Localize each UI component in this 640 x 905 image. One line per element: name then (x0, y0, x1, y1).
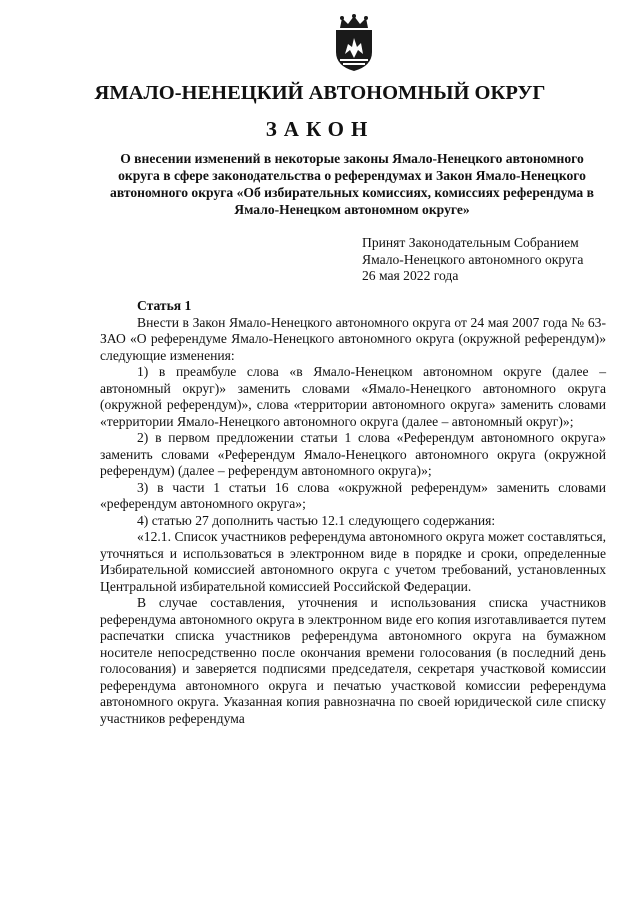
paragraph: Внести в Закон Ямало-Ненецкого автономного округа от 24 мая 2007 года № 63-ЗАО «О референдуме Ямало-Ненецкого автономного округа (окружной референдум)» следующие изменения: (100, 314, 606, 363)
adoption-line: Ямало-Ненецкого автономного округа (362, 251, 584, 267)
paragraph: В случае составления, уточнения и использования списка участников референдума автономного округа в электронном виде его копия изготавливается путем распечатки списка участников референдума автономного округа на бумажном носителе непосредственно после окончания времени голосования (в последний день голосования) и заверяется подписями председателя, секретаря участковой комиссии референдума автономного округа и печатью участковой комиссии референдума автономного округа. Указанная копия равнозначна по своей юридической силе списку участников референдума (100, 595, 606, 726)
adoption-line: Принят Законодательным Собранием (362, 235, 579, 250)
law-title: О внесении изменений в некоторые законы Ямало-Ненецкого автономного округа в сфере законодательства о референдумах и Закон Ямало-Ненецкого автономного округа «Об избирательных комиссиях, комиссиях референдума в Ямало-Ненецком автономном округе» (110, 151, 594, 217)
coat-of-arms-emblem (330, 14, 378, 72)
region-title: ЯМАЛО-НЕНЕЦКИЙ АВТОНОМНЫЙ ОКРУГ (94, 82, 546, 104)
paragraph: 1) в преамбуле слова «в Ямало-Ненецком автономном округе (далее – автономный округ)» заменить словами «Ямало-Ненецкого автономного округа (окружной референдум)», слова «территории автономного округа» заменить словами «территории Ямало-Ненецкого автономного округа (далее – автономный округ)»; (100, 364, 606, 429)
adoption-date: 26 мая 2022 года (362, 268, 459, 283)
paragraph: 3) в части 1 статьи 16 слова «окружной референдум» заменить словами «референдум автономного округа»; (100, 479, 606, 511)
paragraph: «12.1. Список участников референдума автономного округа может составляться, уточняться и использоваться в электронном виде в порядке и сроки, определенные Избирательной комиссией автономного округа с учетом требований, установленных Центральной избирательной комиссией Российской Федерации. (100, 529, 606, 594)
paragraph: 4) статью 27 дополнить частью 12.1 следующего содержания: (137, 512, 496, 528)
adoption-block (362, 235, 632, 285)
document-type: ЗАКОН (265, 117, 375, 141)
article-body (100, 298, 606, 727)
article-heading: Статья 1 (137, 298, 192, 313)
paragraph: 2) в первом предложении статьи 1 слова «Референдум автономного округа» заменить словами «Референдум Ямало-Ненецкого автономного округа (окружной референдум) (далее – референдум автономного округа)»; (100, 430, 606, 478)
